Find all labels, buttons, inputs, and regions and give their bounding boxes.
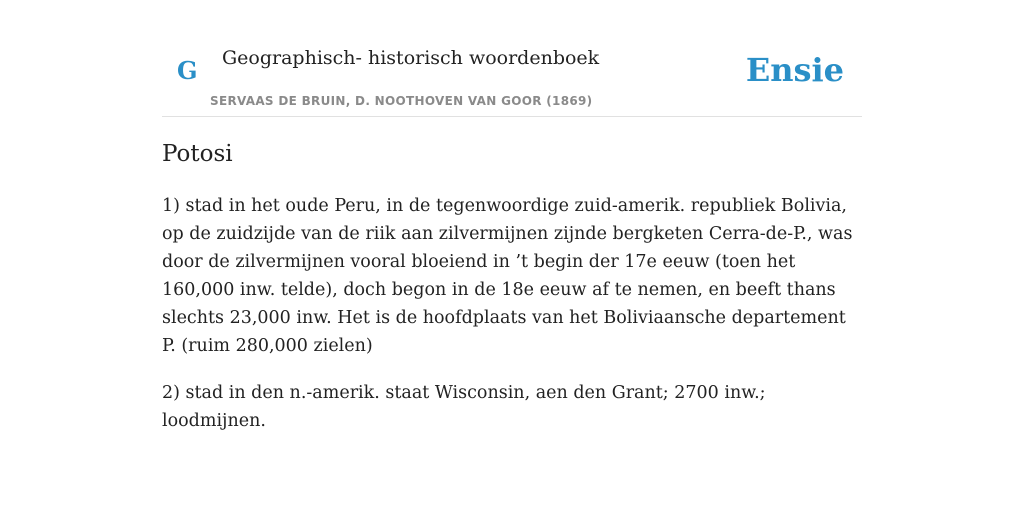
book-letter-link[interactable]: G: [177, 56, 198, 85]
book-authors: SERVAAS DE BRUIN, D. NOOTHOVEN VAN GOOR (1869): [210, 94, 593, 108]
entry-title: Potosi: [162, 141, 233, 167]
ensie-logo[interactable]: Ensie: [745, 51, 844, 89]
definition-1: 1) stad in het oude Peru, in de tegenwoordige zuid-amerik. republiek Bolivia, op de zuidzijde van de riik aan zilvermijnen zijnde bergketen Cerra-de-P., was door de zilvermijnen vooral bloeiend in ’t begin der 17e eeuw (toen het 160,000 inw. telde), doch begon in de 18e eeuw af te nemen, en beeft thans slechts 23,000 inw. Het is de hoofdplaats van het Boliviaansche departement P. (ruim 280,000 zielen): [162, 196, 853, 356]
book-header: [162, 0, 862, 117]
definition-2: 2) stad in den n.-amerik. staat Wisconsin, aen den Grant; 2700 inw.; loodmijnen.: [162, 383, 766, 431]
entry: [162, 138, 862, 435]
book-title[interactable]: Geographisch- historisch woordenboek: [222, 47, 600, 69]
